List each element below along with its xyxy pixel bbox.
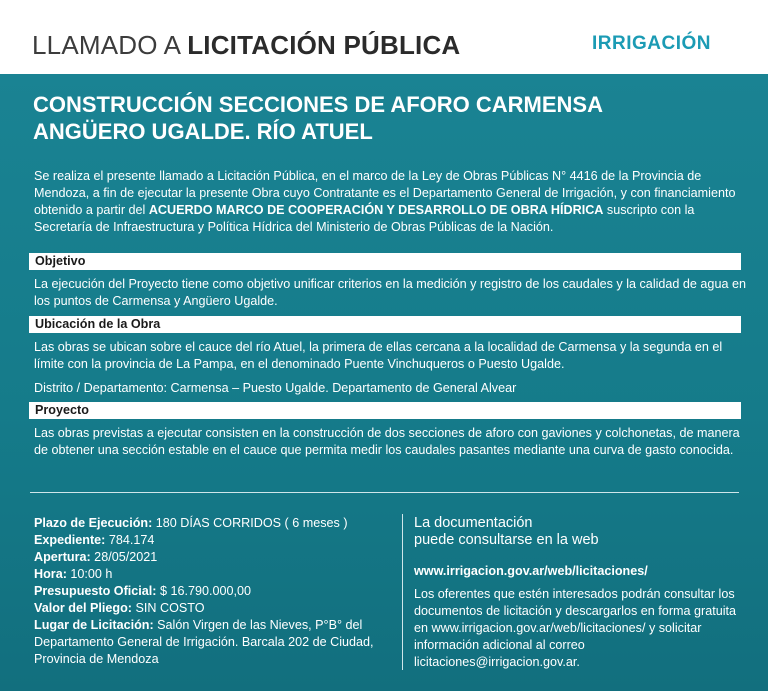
- intro-text-2: suscripto con la Secretaría de Infraestructura y Política Hídrica del Ministerio de Obras Públicas de la Nación.: [34, 203, 695, 234]
- section-label-ubicacion: Ubicación de la Obra: [35, 317, 161, 331]
- detail-apertura-value: 28/05/2021: [90, 550, 158, 564]
- documentation-url: www.irrigacion.gov.ar/web/licitaciones/: [414, 564, 648, 578]
- detail-presupuesto-label: Presupuesto Oficial:: [34, 584, 157, 598]
- project-title-line2: ANGÜERO UGALDE. RÍO ATUEL: [33, 119, 373, 144]
- section-label-proyecto: Proyecto: [35, 403, 89, 417]
- documentation-text: Los oferentes que estén interesados podrán consultar los documentos de licitación y descargarlos en forma gratuita en www.irrigacion.gov.ar/web/licitaciones/ y solicitar información adicional al correo licitaciones@irrigacion.gov.ar.: [414, 587, 737, 669]
- irrigacion-logo: IRRIGACIÓN: [592, 33, 711, 54]
- documentation-heading-line1: La documentación: [414, 515, 533, 531]
- objetivo-text: La ejecución del Proyecto tiene como objetivo unificar criterios en la medición y registro de los caudales y la calidad de agua en los puntos de Carmensa y Angüero Ugalde.: [34, 277, 746, 308]
- detail-pliego: [34, 600, 394, 617]
- header: [0, 0, 768, 74]
- section-bar-proyecto: [29, 402, 741, 419]
- detail-pliego-label: Valor del Pliego:: [34, 601, 132, 615]
- section-label-objetivo: Objetivo: [35, 254, 86, 268]
- documentation-heading: [414, 515, 744, 549]
- detail-presupuesto-value: $ 16.790.000,00: [156, 584, 252, 598]
- detail-hora-value: 10:00 h: [66, 567, 113, 581]
- proyecto-text: Las obras previstas a ejecutar consisten en la construcción de dos secciones de aforo con gaviones y colchonetas, de manera de obtener una sección estable en el cauce que permita medir los caudales pasantes mediante una curva de gasto conocida.: [34, 426, 740, 457]
- detail-plazo-value: 180 DÍAS CORRIDOS ( 6 meses ): [152, 516, 348, 530]
- page-title: [32, 30, 460, 61]
- section-bar-objetivo: [29, 253, 741, 270]
- detail-presupuesto: [34, 583, 394, 600]
- ubicacion-distrito: Distrito / Departamento: Carmensa – Puesto Ugalde. Departamento de General Alvear: [34, 381, 517, 395]
- detail-lugar-value: Salón Virgen de las Nieves, P°B° del Departamento General de Irrigación. Barcala 202 de Ciudad, Provincia de Mendoza: [34, 618, 374, 666]
- detail-pliego-value: SIN COSTO: [131, 601, 205, 615]
- detail-expediente-label: Expediente:: [34, 533, 106, 547]
- detail-apertura-label: Apertura:: [34, 550, 91, 564]
- ubicacion-text: Las obras se ubican sobre el cauce del río Atuel, la primera de ellas cercana a la localidad de Carmensa y la segunda en el límite con la provincia de La Pampa, en el denominado Puente Vinchuqueros o Puesto Ugalde.: [34, 340, 723, 371]
- documentation-panel: [414, 515, 744, 671]
- detail-plazo: [34, 515, 394, 532]
- detail-lugar-label: Lugar de Licitación:: [34, 618, 154, 632]
- intro-bold-agreement: ACUERDO MARCO DE COOPERACIÓN Y DESARROLLO DE OBRA HÍDRICA: [148, 203, 604, 217]
- detail-expediente-value: 784.174: [105, 533, 155, 547]
- horizontal-divider: [30, 492, 739, 493]
- section-bar-ubicacion: [29, 316, 741, 333]
- intro-text-1: Se realiza el presente llamado a Licitación Pública, en el marco de la Ley de Obras Públicas N° 4416 de la Provincia de Mendoza, a fin de ejecutar la presente Obra cuyo Contratante es el Departamento General de Irrigación, y con financiamiento obtenido a partir del: [34, 169, 736, 217]
- vertical-divider: [402, 514, 403, 670]
- intro-paragraph: [34, 168, 746, 236]
- project-title-line1: CONSTRUCCIÓN SECCIONES DE AFORO CARMENSA: [33, 92, 603, 117]
- detail-apertura: [34, 549, 394, 566]
- detail-plazo-label: Plazo de Ejecución:: [34, 516, 153, 530]
- documentation-heading-line2: puede consultarse en la web: [414, 532, 599, 548]
- detail-hora: [34, 566, 394, 583]
- tender-details: [34, 515, 394, 668]
- page-title-light: LLAMADO A: [32, 30, 188, 60]
- project-title: [33, 91, 733, 145]
- detail-hora-label: Hora:: [34, 567, 67, 581]
- page-title-bold: LICITACIÓN PÚBLICA: [187, 30, 461, 60]
- detail-expediente: [34, 532, 394, 549]
- detail-lugar: [34, 617, 394, 668]
